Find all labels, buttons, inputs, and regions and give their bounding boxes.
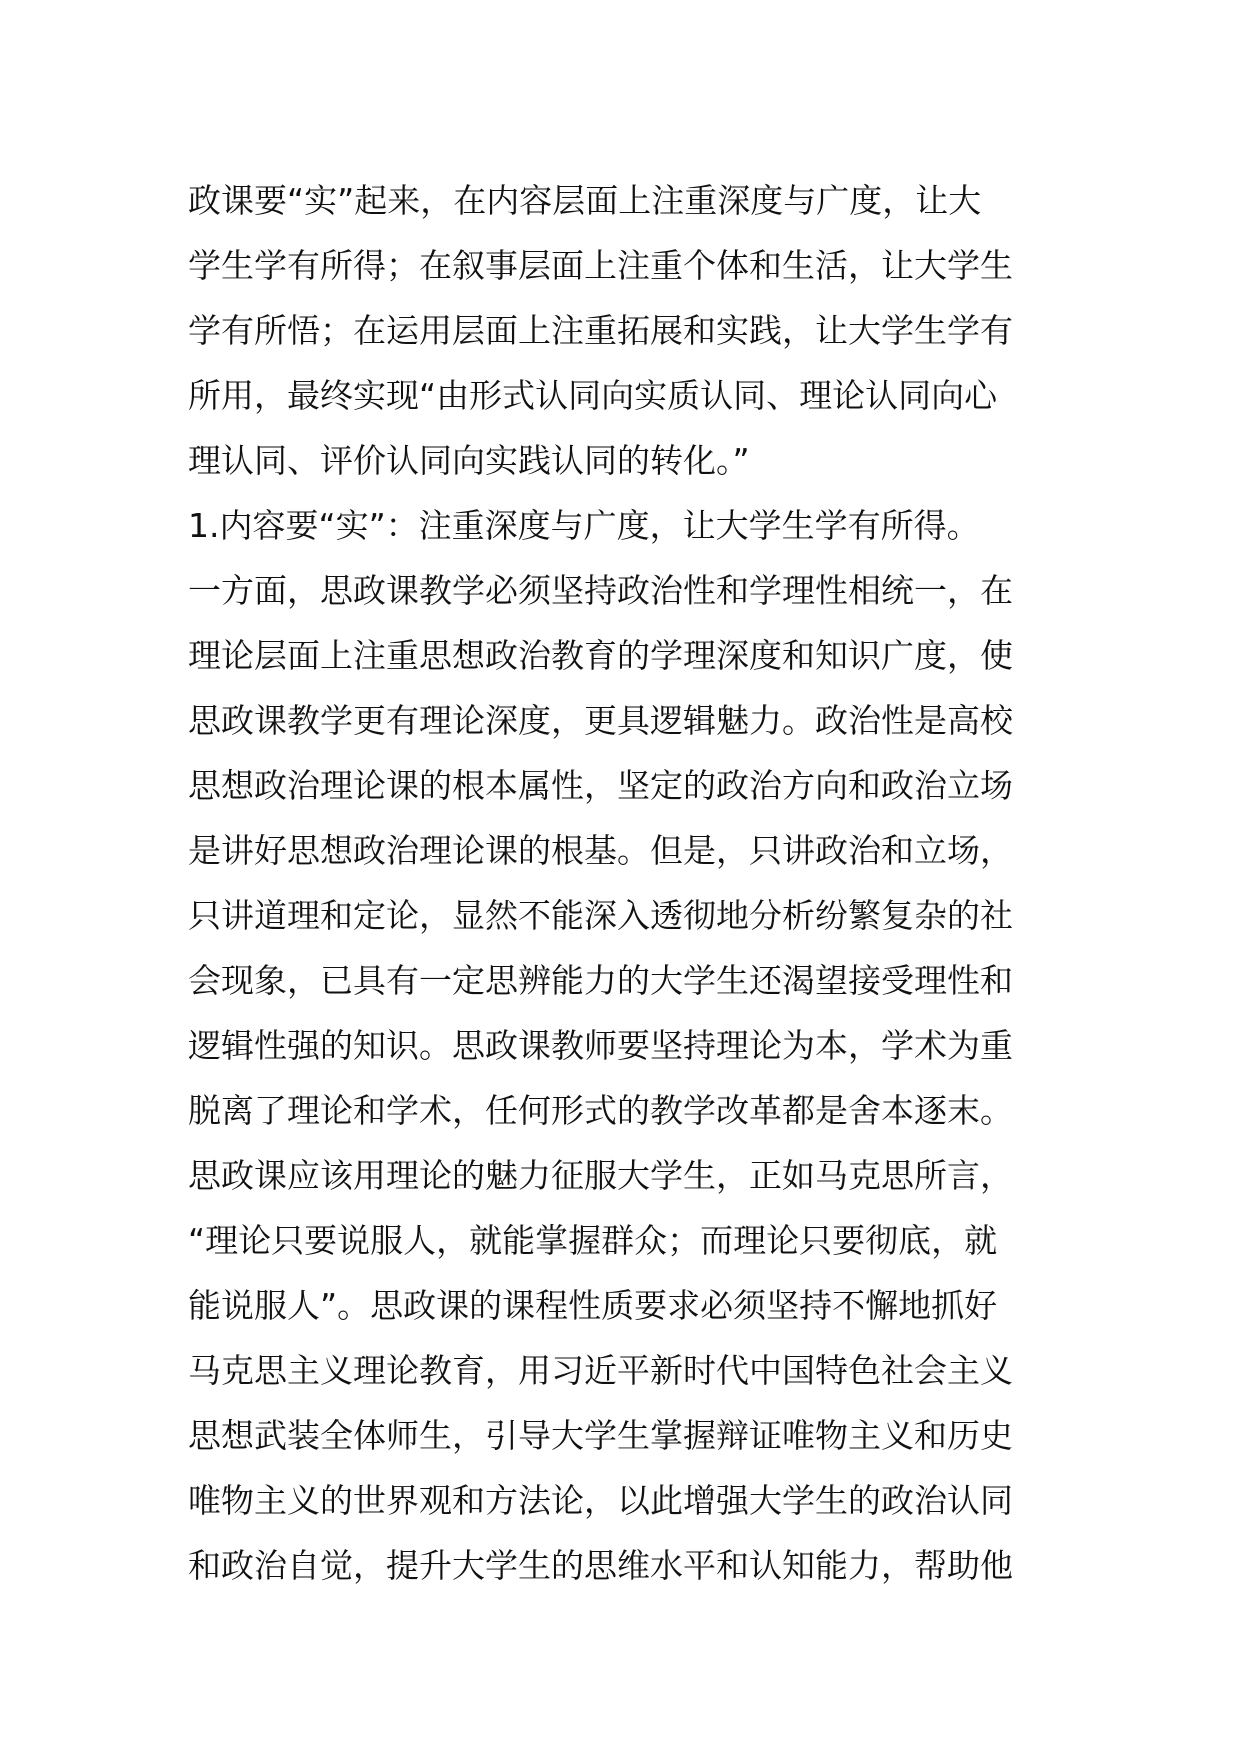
text-line: 能说服人”。思政课的课程性质要求必须坚持不懈地抓好 (188, 1286, 998, 1325)
text-line: 思想政治理论课的根本属性，坚定的政治方向和政治立场 (188, 766, 1013, 805)
body-text (188, 168, 1068, 1598)
text-line: “理论只要说服人，就能掌握群众；而理论只要彻底，就 (188, 1221, 998, 1260)
text-line: 唯物主义的世界观和方法论，以此增强大学生的政治认同 (188, 1481, 1013, 1520)
text-line: 学有所悟；在运用层面上注重拓展和实践，让大学生学有 (188, 311, 1013, 350)
text-line: 只讲道理和定论，显然不能深入透彻地分析纷繁复杂的社 (188, 896, 1013, 935)
text-line: 理论层面上注重思想政治教育的学理深度和知识广度，使 (188, 636, 1013, 675)
text-line: 思政课教学更有理论深度，更具逻辑魅力。政治性是高校 (188, 701, 1013, 740)
text-line: 政课要“实”起来，在内容层面上注重深度与广度，让大 (188, 181, 982, 220)
text-line: 一方面，思政课教学必须坚持政治性和学理性相统一，在 (188, 571, 1013, 610)
text-line: 和政治自觉，提升大学生的思维水平和认知能力，帮助他 (188, 1546, 1013, 1585)
text-line: 理认同、评价认同向实践认同的转化。” (188, 441, 750, 480)
text-line: 是讲好思想政治理论课的根基。但是，只讲政治和立场， (188, 831, 1013, 870)
text-line: 思政课应该用理论的魅力征服大学生，正如马克思所言， (188, 1156, 1013, 1195)
text-line: 会现象，已具有一定思辨能力的大学生还渴望接受理性和 (188, 961, 1013, 1000)
text-line: 思想武装全体师生，引导大学生掌握辩证唯物主义和历史 (188, 1416, 1013, 1455)
section-heading: 1.内容要“实”：注重深度与广度，让大学生学有所得。 (188, 506, 980, 545)
text-line: 马克思主义理论教育，用习近平新时代中国特色社会主义 (188, 1351, 1013, 1390)
text-line: 脱离了理论和学术，任何形式的教学改革都是舍本逐末。 (188, 1091, 1013, 1130)
text-line: 所用，最终实现“由形式认同向实质认同、理论认同向心 (188, 376, 998, 415)
text-line: 逻辑性强的知识。思政课教师要坚持理论为本，学术为重 (188, 1026, 1013, 1065)
text-line: 学生学有所得；在叙事层面上注重个体和生活，让大学生 (188, 246, 1013, 285)
